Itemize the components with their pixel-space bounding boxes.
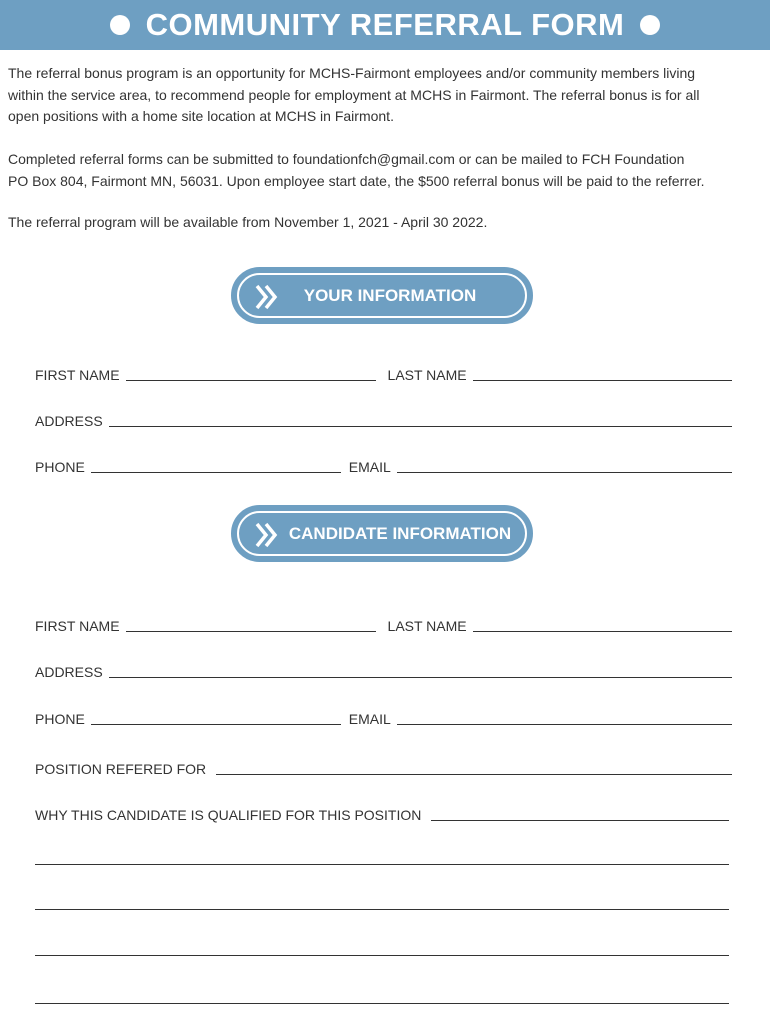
candidate-information-heading <box>231 505 533 562</box>
position-field[interactable] <box>216 760 732 775</box>
address-label: ADDRESS <box>35 413 103 429</box>
candidate-last-name-field[interactable] <box>473 617 732 632</box>
candidate-phone-field[interactable] <box>91 710 341 725</box>
address-field[interactable] <box>109 412 732 427</box>
address-label: ADDRESS <box>35 664 103 680</box>
qualification-label: WHY THIS CANDIDATE IS QUALIFIED FOR THIS POSITION <box>35 807 422 823</box>
email-field[interactable] <box>397 458 732 473</box>
candidate-name-row <box>35 614 732 634</box>
double-chevron-right-icon <box>254 521 280 549</box>
intro-paragraph-3 <box>8 212 760 234</box>
your-address-row <box>35 409 732 429</box>
intro-text-1: The referral bonus program is an opportunity for MCHS-Fairmont employees and/or community members living within the service area, to recommend people for employment at MCHS in Fairmont. The referral bonus is for all open positions with a home site location at MCHS in Fairmont. <box>8 65 700 124</box>
header-banner <box>0 0 770 50</box>
circle-icon <box>110 15 130 35</box>
double-chevron-right-icon <box>254 283 280 311</box>
email-label: EMAIL <box>348 711 391 727</box>
first-name-field[interactable] <box>126 366 376 381</box>
candidate-contact-row <box>35 707 732 727</box>
last-name-label: LAST NAME <box>387 618 467 634</box>
qualification-line-3[interactable] <box>35 955 729 956</box>
intro-text-2: Completed referral forms can be submitted to foundationfch@gmail.com or can be mailed to FCH Foundation PO Box 804, Fairmont MN, 56031. Upon employee start date, the $500 referral bonus will be paid to the referrer. <box>8 151 705 189</box>
your-information-heading <box>231 267 533 324</box>
candidate-first-name-field[interactable] <box>126 617 376 632</box>
qualification-line-1[interactable] <box>35 864 729 865</box>
page-title: COMMUNITY REFERRAL FORM <box>145 7 625 42</box>
qualification-row <box>35 803 729 823</box>
last-name-label: LAST NAME <box>387 367 467 383</box>
first-name-label: FIRST NAME <box>35 367 120 383</box>
email-label: EMAIL <box>348 459 391 475</box>
candidate-address-row <box>35 660 732 680</box>
your-contact-row <box>35 455 732 475</box>
qualification-line-4[interactable] <box>35 1003 729 1004</box>
qualification-field[interactable] <box>431 806 729 821</box>
phone-label: PHONE <box>35 459 85 475</box>
candidate-information-label: CANDIDATE INFORMATION <box>288 523 512 543</box>
your-information-label: YOUR INFORMATION <box>303 285 477 305</box>
intro-paragraph-2 <box>8 149 760 192</box>
last-name-field[interactable] <box>473 366 732 381</box>
first-name-label: FIRST NAME <box>35 618 120 634</box>
phone-field[interactable] <box>91 458 341 473</box>
intro-paragraph-1 <box>8 63 760 128</box>
your-name-row <box>35 363 732 383</box>
qualification-line-2[interactable] <box>35 909 729 910</box>
circle-icon <box>640 15 660 35</box>
candidate-email-field[interactable] <box>397 710 732 725</box>
position-row <box>35 757 732 777</box>
position-label: POSITION REFERED FOR <box>35 761 207 777</box>
intro-text-3: The referral program will be available from November 1, 2021 - April 30 2022. <box>8 214 488 230</box>
phone-label: PHONE <box>35 711 85 727</box>
candidate-address-field[interactable] <box>109 663 732 678</box>
